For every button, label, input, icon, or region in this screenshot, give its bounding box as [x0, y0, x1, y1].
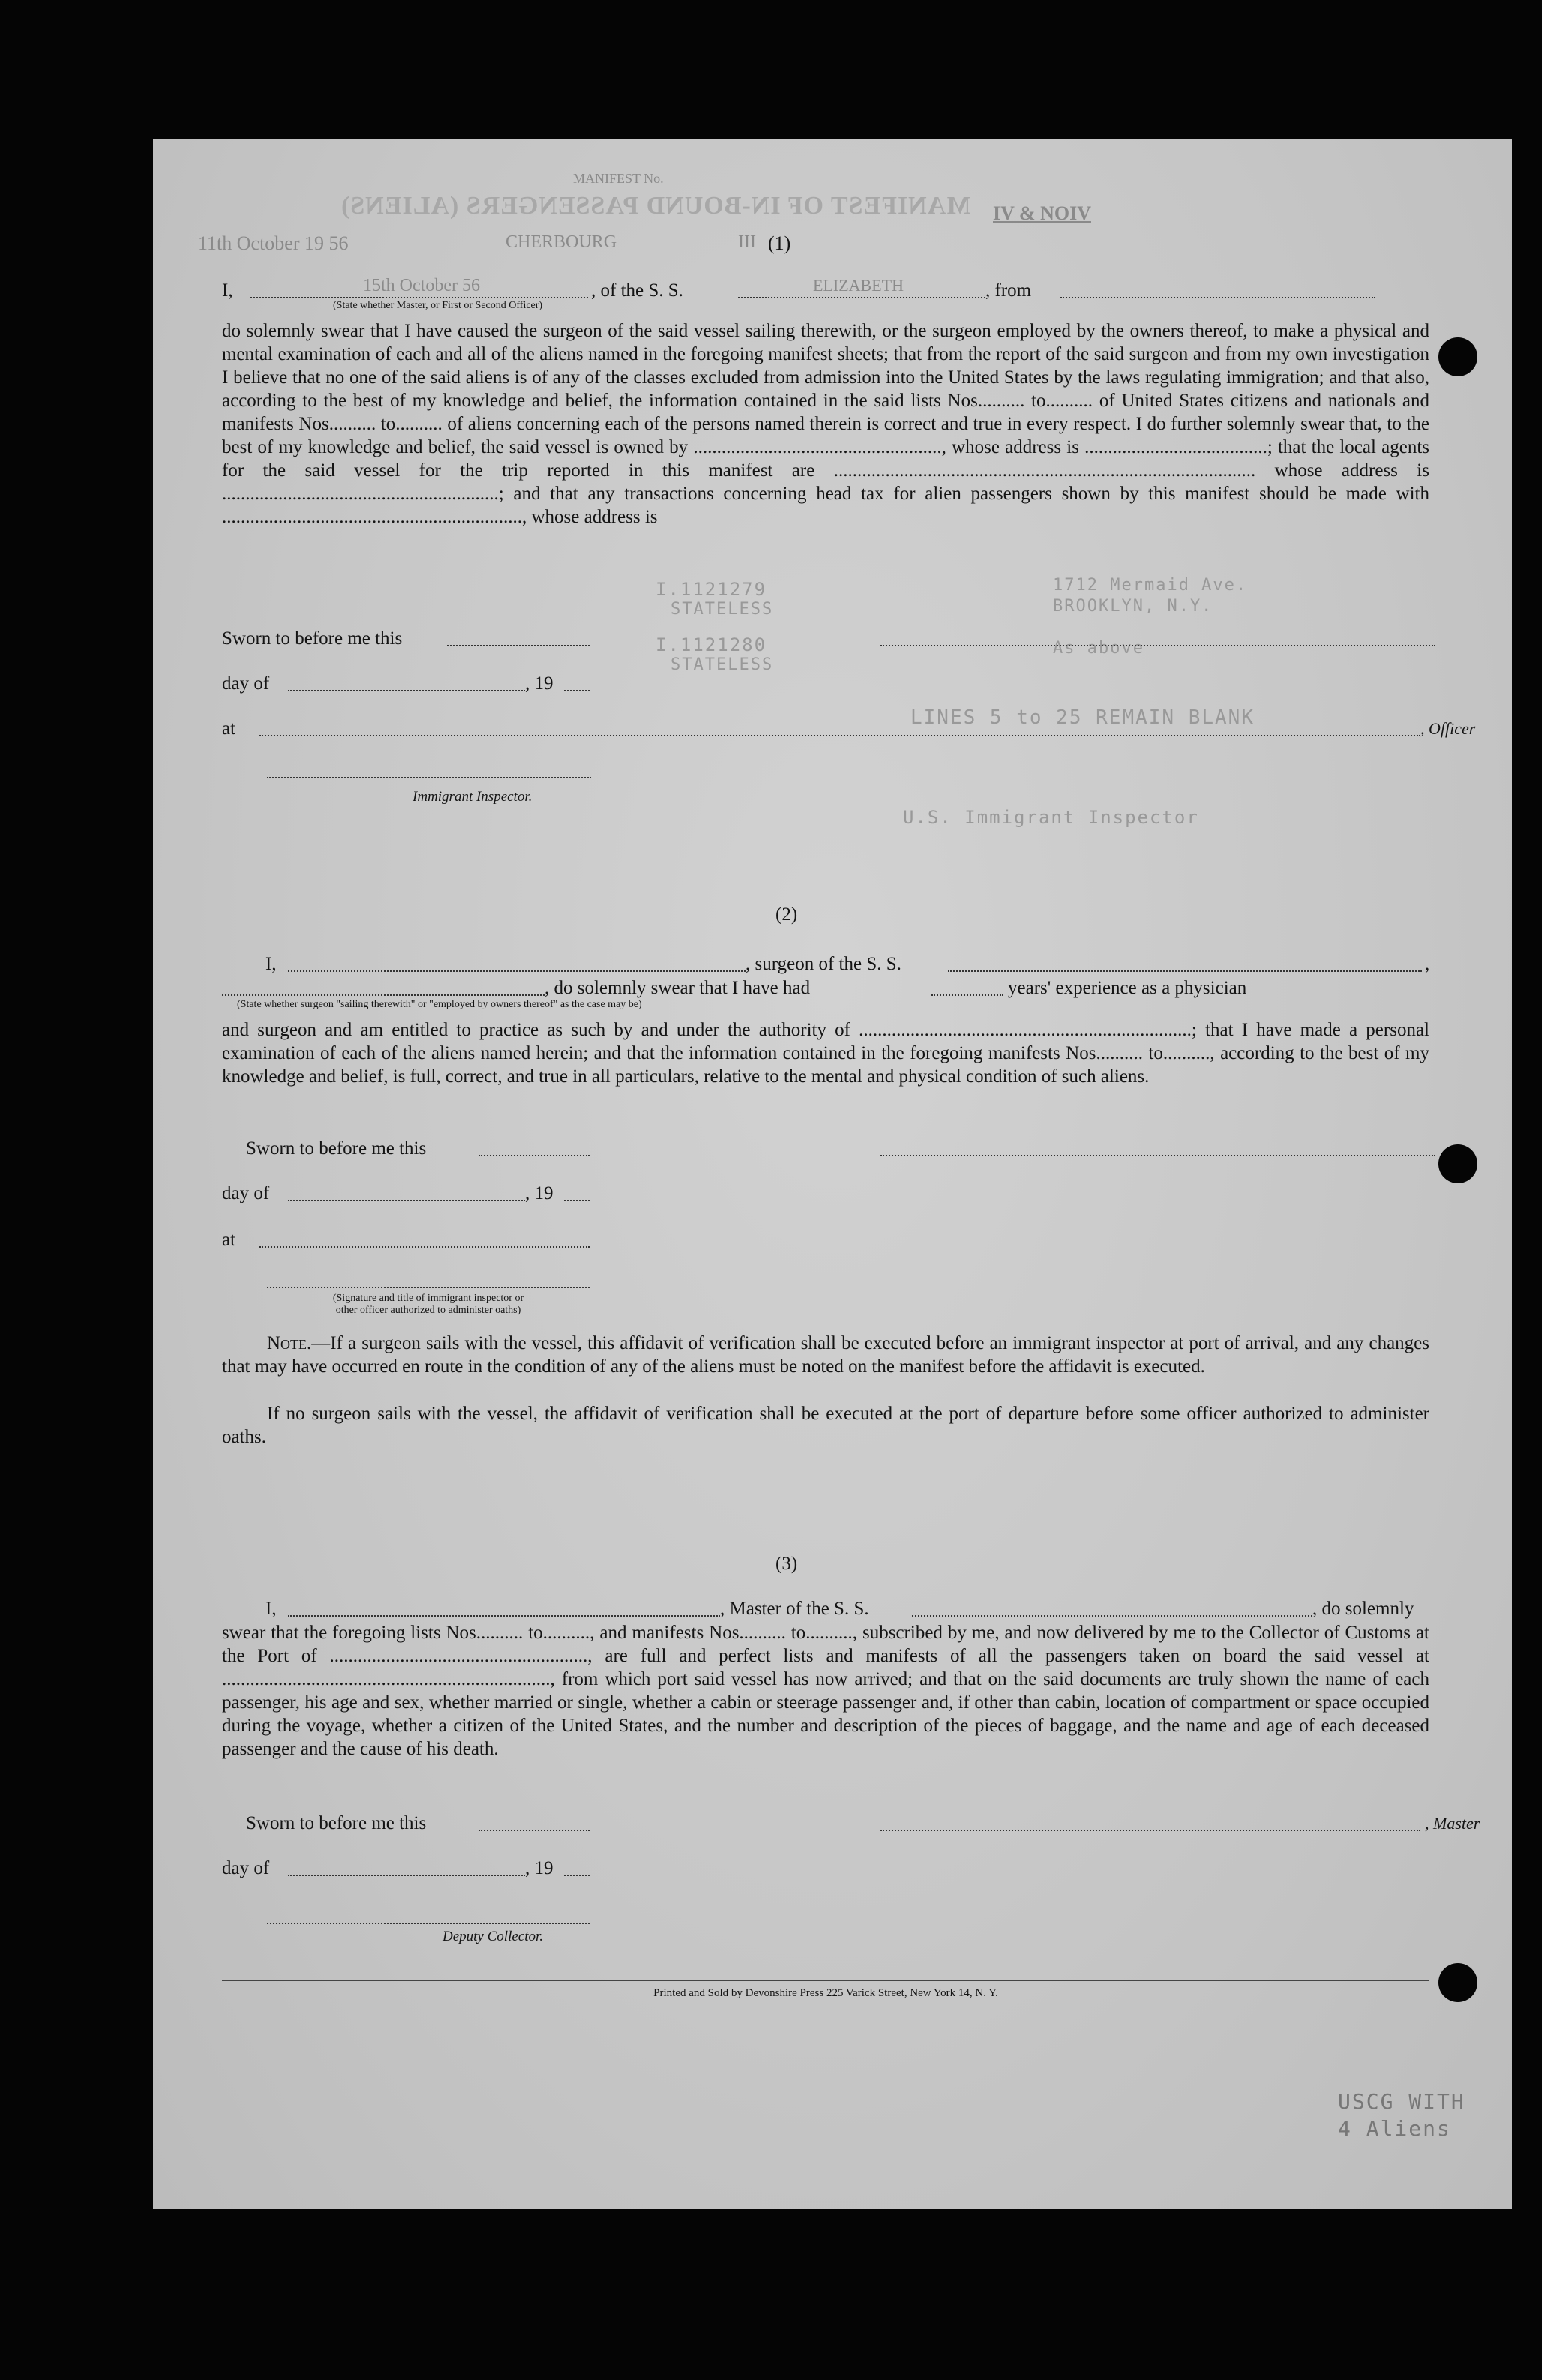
ghost-port: CHERBOURG: [506, 232, 617, 252]
s2-day-line: [288, 1200, 525, 1201]
s3-year: , 19: [525, 1858, 554, 1878]
s1-sworn: Sworn to before me this: [222, 628, 403, 649]
s3-name-line: [288, 1615, 720, 1617]
ghost-class: III: [738, 232, 756, 252]
s1-day-line: [288, 690, 525, 691]
ghost-stamp-right: IV & NOIV: [993, 202, 1091, 224]
binder-hole-middle: [1438, 1144, 1478, 1183]
stamp-stateless-1: STATELESS: [670, 600, 774, 619]
s2-line1-prefix: I,: [266, 954, 277, 974]
s3-deputy-line: [267, 1923, 590, 1924]
s1-intro-prefix: I,: [222, 280, 233, 301]
s1-officer-filled: 15th October 56: [363, 276, 480, 295]
stamp-us-inspector: U.S. Immigrant Inspector: [903, 807, 1199, 828]
s1-inspector-caption: Immigrant Inspector.: [412, 789, 532, 805]
s2-years-line: [932, 994, 1004, 996]
manifest-page: [153, 139, 1512, 2209]
s3-line1-prefix: I,: [266, 1599, 277, 1619]
s3-master-label: , Master: [1425, 1814, 1480, 1833]
s1-at-line: [260, 735, 1420, 736]
stamp-lines-blank: LINES 5 to 25 REMAIN BLANK: [910, 706, 1255, 729]
s1-sworn-line: [447, 645, 590, 646]
s2-comma: ,: [1425, 954, 1430, 974]
binder-hole-top: [1438, 337, 1478, 376]
s1-at: at: [222, 718, 236, 739]
s3-line1-mid: , Master of the S. S.: [720, 1599, 869, 1619]
s3-ship-line: [912, 1615, 1312, 1617]
s2-line1-mid: , surgeon of the S. S.: [746, 954, 902, 974]
s2-signature-caption-1: (Signature and title of immigrant inspector or: [332, 1293, 524, 1304]
s2-sworn: Sworn to before me this: [246, 1138, 427, 1159]
s3-line1-end: , do solemnly: [1312, 1599, 1414, 1619]
s1-officer-line: [250, 297, 588, 298]
stamp-alien-no-1: I.1121279: [656, 579, 767, 600]
s3-paragraph: swear that the foregoing lists Nos.......... to.........., and manifests Nos.......... to.........., subscribed by me, and now delivered by me to the Collector of Customs at the Port of ......................................................., are full and perfect lists and manifests of all the passengers taken on board the said vessel at ......................................................................, from which port said vessel has now arrived; and that on the said documents are truly shown the name of each passenger, his age and sex, whether married or single, whether a cabin or steerage passenger and, if other than cabin, location of compartment or space occupied during the voyage, whether a citizen of the United States, and the number and description of the pieces of baggage, and the name and age of each deceased passenger and the cause of his death.: [222, 1623, 1430, 1759]
s3-day-of: day of: [222, 1858, 270, 1878]
s3-sworn: Sworn to before me this: [246, 1813, 427, 1833]
s2-caption: (State whether surgeon "sailing therewith" or "employed by owners thereof" as the case may be): [237, 999, 642, 1010]
s3-signature-line: [880, 1830, 1420, 1831]
s1-year-line: [564, 690, 590, 691]
s1-signature-line: [880, 645, 1436, 646]
s2-signature-line: [880, 1155, 1436, 1156]
s2-ship-line: [948, 970, 1422, 972]
section-3-marker: (3): [776, 1554, 798, 1574]
s1-ship-prefix: , of the S. S.: [591, 280, 683, 301]
footer-rule: [222, 1980, 1430, 1981]
s2-note-text-2: If no surgeon sails with the vessel, the affidavit of verification shall be executed at the port of departure before some officer authorized to administer oaths.: [222, 1404, 1430, 1447]
typed-address-3: As above: [1053, 639, 1144, 658]
s2-at-line: [260, 1246, 590, 1248]
typed-address-2: BROOKLYN, N.Y.: [1053, 597, 1214, 616]
s2-line2-end: years' experience as a physician: [1008, 978, 1247, 998]
s1-from-label: , from: [986, 280, 1032, 301]
stamp-stateless-2: STATELESS: [670, 655, 774, 674]
section-2-marker: (2): [776, 904, 798, 925]
stamp-uscg: USCG WITH: [1338, 2089, 1466, 2114]
s3-sworn-line: [478, 1830, 590, 1831]
ghost-date-line: 11th October 19 56: [198, 232, 349, 254]
ghost-manifest-no: MANIFEST No.: [573, 171, 664, 186]
s2-name-line: [288, 970, 746, 972]
s2-paragraph: and surgeon and am entitled to practice as such by and under the authority of .......................................................................; that I have made a personal examination of each of the aliens named herein; and that the information contained in the foregoing manifests Nos.......... to.........., according to the best of my knowledge and belief, is full, correct, and true in all particulars, relative to the mental and physical condition of such aliens.: [222, 1020, 1430, 1087]
stamp-aliens-count: 4 Aliens: [1338, 2116, 1451, 2141]
s1-caption: (State whether Master, or First or Second Officer): [333, 300, 543, 311]
footer-printer: Printed and Sold by Devonshire Press 225 Varick Street, New York 14, N. Y.: [653, 1987, 998, 1999]
s1-paragraph: do solemnly swear that I have caused the surgeon of the said vessel sailing therewith, or the surgeon employed by the owners thereof, to make a physical and mental examination of each and all of the aliens named in the foregoing manifest sheets; that from the report of the said surgeon and from my own investigation I believe that no one of the said aliens is of any of the classes excluded from admission into the United States by the laws regulating immigration; and that also, according to the best of my knowledge and belief, the information contained in the said lists Nos.......... to.......... of United States citizens and nationals and manifests Nos.......... to.......... of aliens concerning each of the persons named therein is correct and true in every respect. I do further solemnly swear that, to the best of my knowledge and belief, the said vessel is owned by ....................................................., whose address is .......................................; that the local agents for the said vessel for the trip reported in this manifest are .......................................................................................... whose address is ...........................................................; and that any transactions concerning head tax for alien passengers shown by this manifest should be made with ................................................................, whose address is: [222, 321, 1430, 527]
s2-year: , 19: [525, 1183, 554, 1203]
s2-note-label: Note.: [267, 1333, 312, 1353]
s1-from-line: [1060, 297, 1376, 298]
s2-signature-caption-2: other officer authorized to administer oaths): [335, 1305, 521, 1316]
s2-note: [222, 1332, 1430, 1378]
s2-day-of: day of: [222, 1183, 270, 1203]
s2-note-text: —If a surgeon sails with the vessel, this affidavit of verification shall be executed before an immigrant inspector at port of arrival, and any changes that may have occurred en route in the condition of any of the aliens must be noted on the manifest before the affidavit is executed.: [222, 1333, 1430, 1377]
s1-officer-label: , Officer: [1420, 719, 1476, 738]
s1-day-of: day of: [222, 673, 270, 694]
s3-deputy-caption: Deputy Collector.: [442, 1929, 544, 1944]
s1-ship-filled: ELIZABETH: [813, 276, 904, 295]
s1-inspector-line: [267, 777, 591, 778]
s2-year-line: [564, 1200, 590, 1201]
s1-ship-line: [738, 297, 986, 298]
binder-hole-bottom: [1438, 1963, 1478, 2002]
s2-sworn-line: [478, 1155, 590, 1156]
typed-address-1: 1712 Mermaid Ave.: [1053, 576, 1248, 595]
s3-year-line: [564, 1875, 590, 1876]
s2-status-line: [222, 994, 544, 996]
s2-at: at: [222, 1230, 236, 1250]
s2-signature-inspector-line: [267, 1287, 590, 1288]
s2-line2-mid: , do solemnly swear that I have had: [544, 978, 811, 998]
stamp-alien-no-2: I.1121280: [656, 634, 767, 655]
s1-year: , 19: [525, 673, 554, 694]
ghost-title: MANIFEST OF IN-BOUND PASSENGERS (ALIENS): [340, 192, 971, 220]
section-1-marker: (1): [768, 232, 791, 254]
s3-day-line: [288, 1875, 525, 1876]
